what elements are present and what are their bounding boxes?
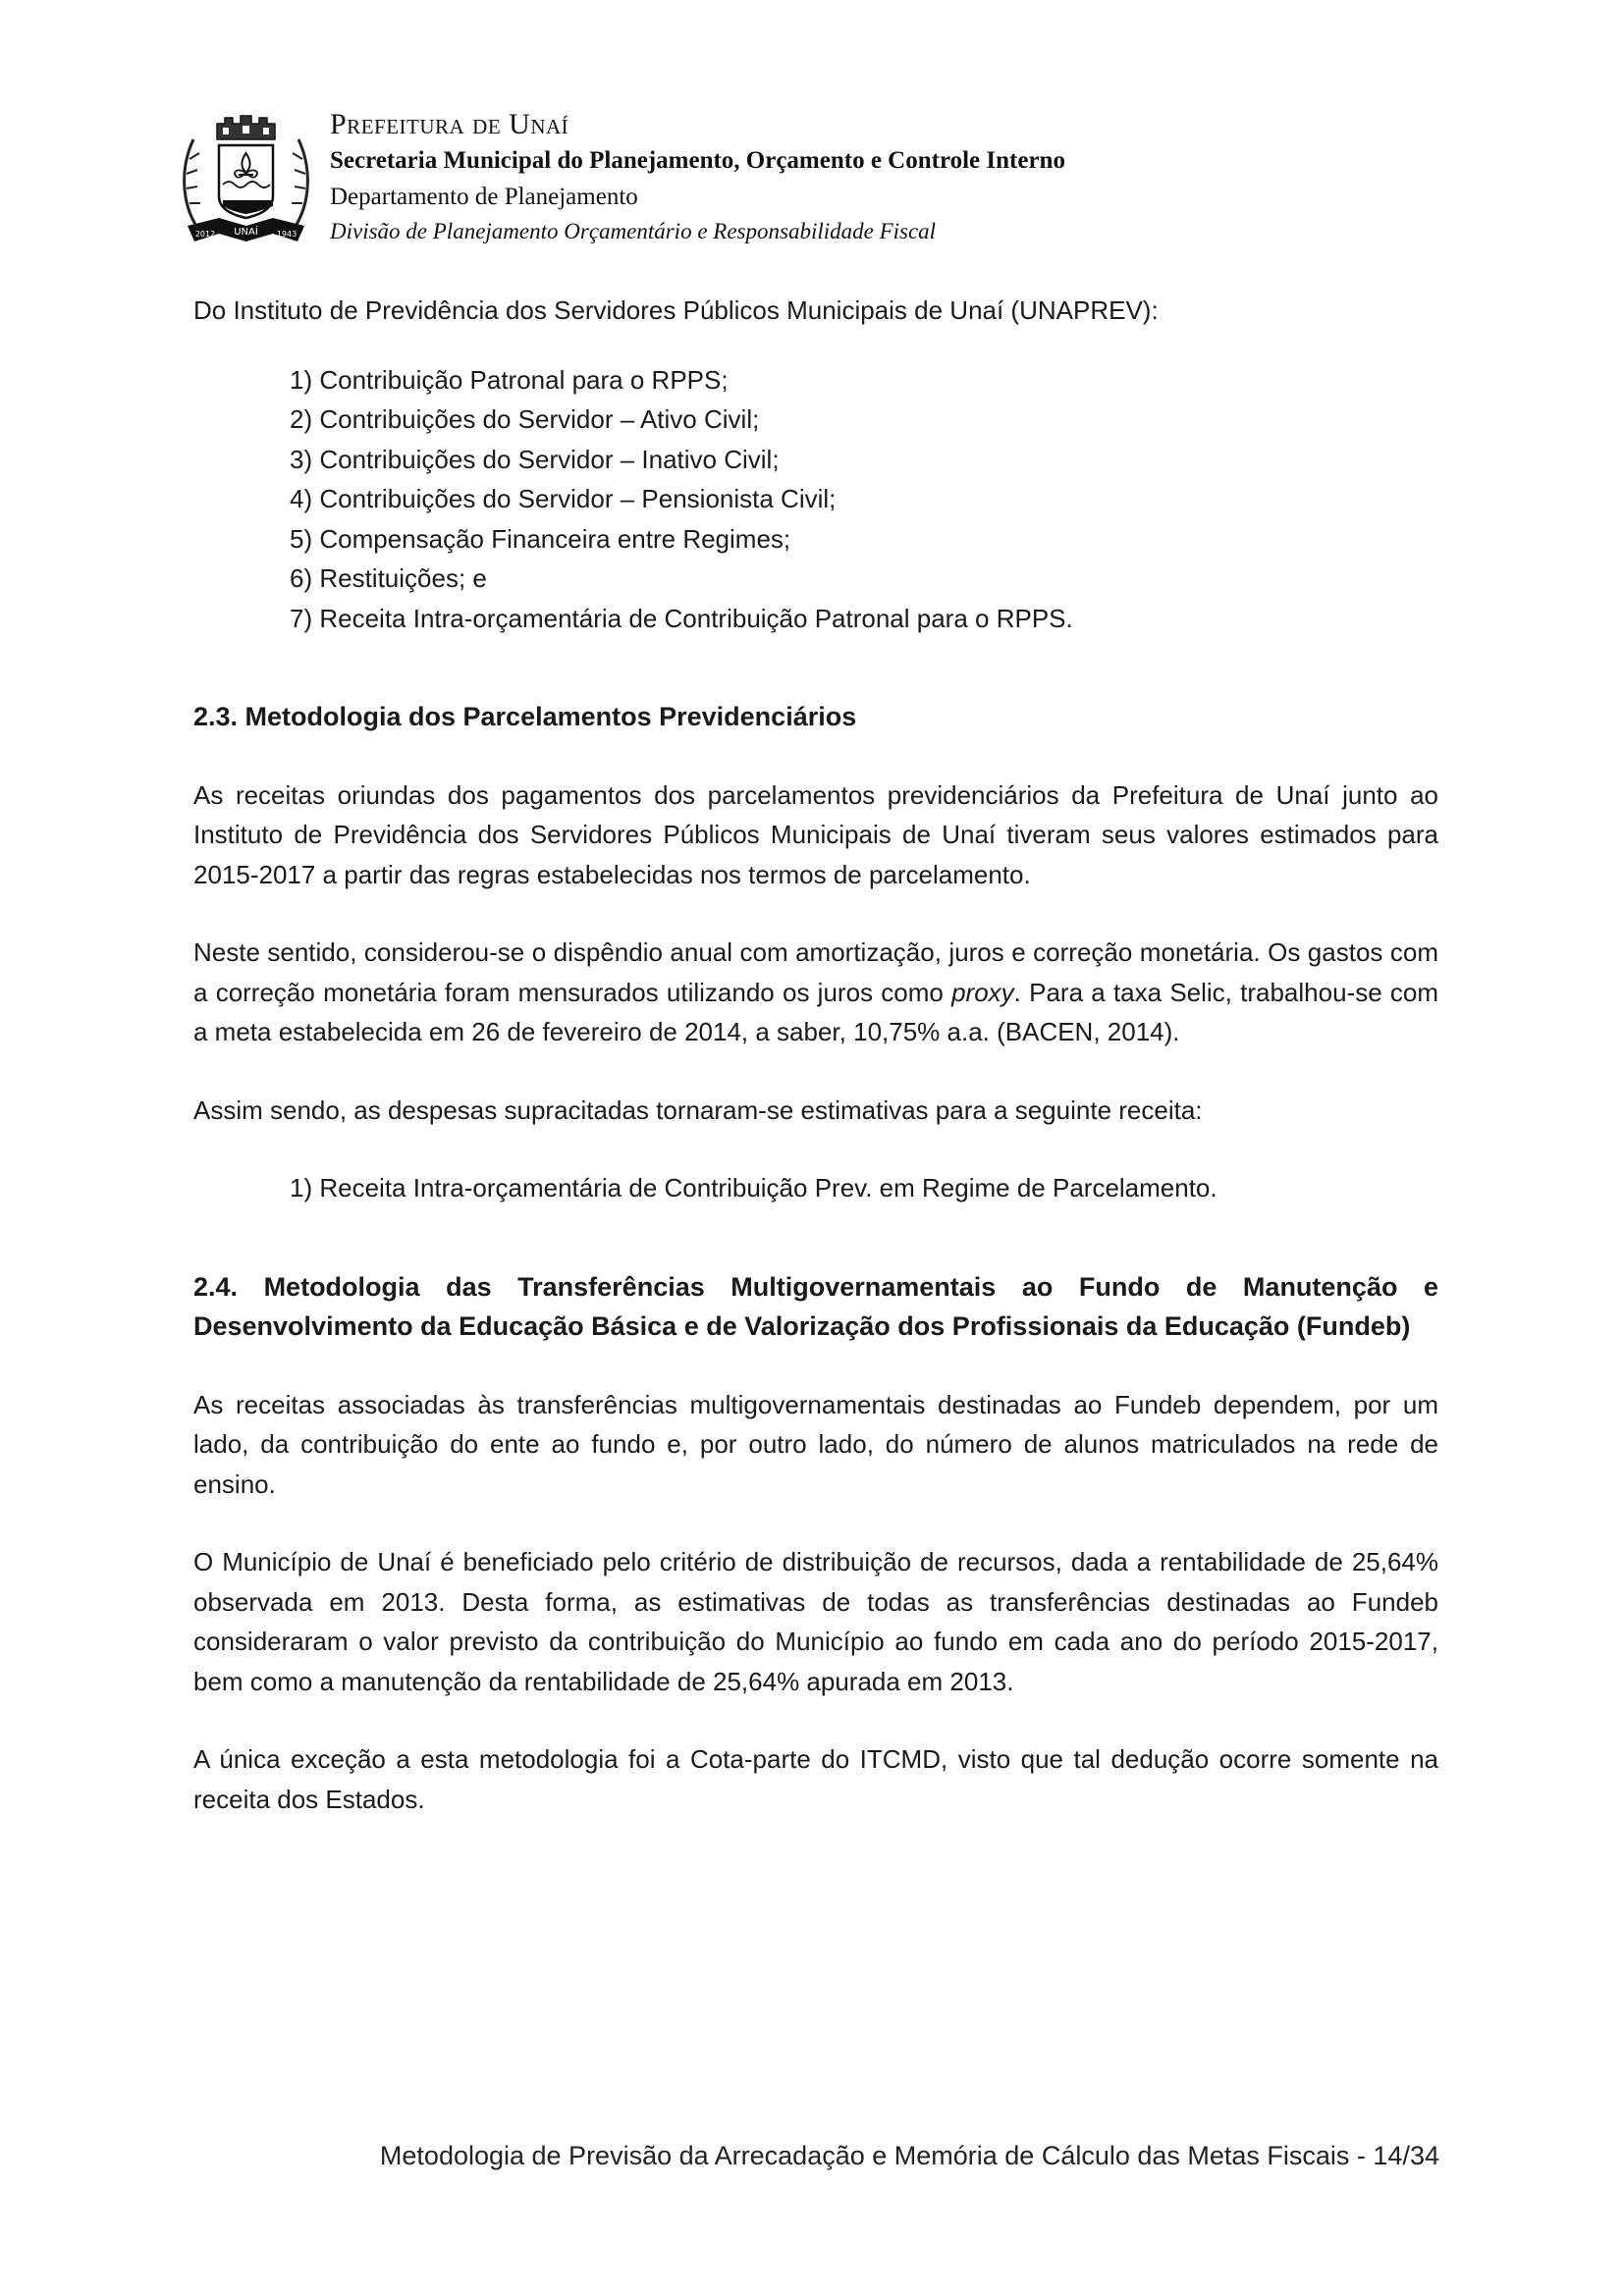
list-item: 3) Contribuições do Servidor – Inativo Civil; [290,444,780,474]
section-heading-2-4: 2.4. Metodologia das Transferências Multigovernamentais ao Fundo de Manutenção e Desenvolvimento da Educação Básica e de Valorização dos Profissionais da Educação (Fundeb) [193,1271,1438,1341]
list-item: 6) Restituições; e [290,563,487,593]
unaprev-revenue-list [193,360,1438,639]
organization-name: Prefeitura de Unaí [330,108,569,140]
page-footer: Metodologia de Previsão da Arrecadação e Memória de Cálculo das Metas Fiscais - 14/34 [379,2141,1439,2170]
paragraph: A única exceção a esta metodologia foi a Cota-parte do ITCMD, visto que tal dedução ocorre somente na receita dos Estados. [193,1744,1438,1814]
parcelamento-revenue-list [193,1168,1438,1208]
division-name: Divisão de Planejamento Orçamentário e Responsabilidade Fiscal [330,219,937,243]
italic-term: proxy [951,977,1014,1007]
unaprev-intro: Do Instituto de Previdência dos Servidores Públicos Municipais de Unaí (UNAPREV): [193,295,1159,325]
department-name: Departamento de Planejamento [330,184,638,210]
secretariat-name: Secretaria Municipal do Planejamento, Orçamento e Controle Interno [330,147,1065,174]
list-item: 5) Compensação Financeira entre Regimes; [290,523,791,554]
paragraph: Assim sendo, as despesas supracitadas tornaram-se estimativas para a seguinte receita: [193,1095,1203,1125]
list-item: 7) Receita Intra-orçamentária de Contribuição Patronal para o RPPS. [290,603,1073,633]
svg-text:UNAÍ: UNAÍ [234,227,258,238]
paragraph: As receitas oriundas dos pagamentos dos parcelamentos previdenciários da Prefeitura de Unaí junto ao Instituto de Previdência dos Servidores Públicos Municipais de Unaí tiveram seus valores estimados para 2015-2017 a partir das regras estabelecidas nos termos de parcelamento. [193,779,1438,889]
list-item: 1) Contribuição Patronal para o RPPS; [290,364,729,395]
paragraph: O Município de Unaí é beneficiado pelo critério de distribuição de recursos, dada a rentabilidade de 25,64% observada em 2013. Desta forma, as estimativas de todas as transferências destinadas ao Fundeb consideraram o valor previsto da contribuição do Município ao fundo em cada ano do período 2015-2017, bem como a manutenção da rentabilidade de 25,64% apurada em 2013. [193,1547,1438,1696]
list-item: 2) Contribuições do Servidor – Ativo Civil; [290,404,760,434]
document-body [193,291,1438,1819]
paragraph: Neste sentido, considerou-se o dispêndio anual com amortização, juros e correção monetária. Os gastos com a correção monetária foram mensurados utilizando os juros como proxy. Para a taxa Selic, trabalhou-se com a meta estabelecida em 26 de fevereiro de 2014, a saber, 10,75% a.a. (BACEN, 2014). [193,937,1439,1046]
page-header [180,106,1260,253]
municipal-coat-of-arms-icon [180,110,312,247]
list-item: 4) Contribuições do Servidor – Pensionista Civil; [290,484,837,513]
list-item: 1) Receita Intra-orçamentária de Contribuição Prev. em Regime de Parcelamento. [290,1173,1217,1202]
svg-text:1943: 1943 [276,230,298,239]
svg-text:2012: 2012 [194,230,216,239]
section-heading-2-3: 2.3. Metodologia dos Parcelamentos Previdenciários [193,702,857,731]
paragraph: As receitas associadas às transferências multigovernamentais destinadas ao Fundeb dependem, por um lado, da contribuição do ente ao fundo e, por outro lado, do número de alunos matriculados na rede de ensino. [193,1389,1438,1499]
